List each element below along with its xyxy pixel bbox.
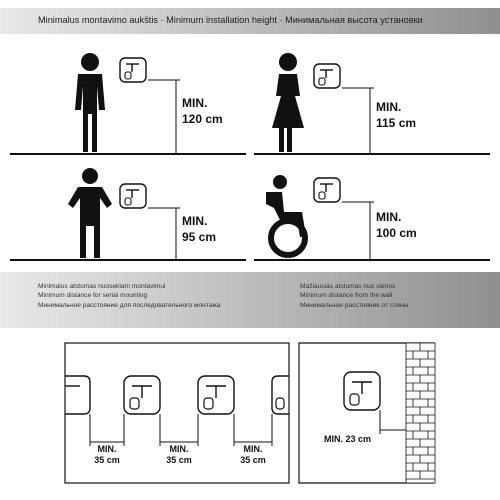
height-cell-wheelchair	[252, 160, 492, 270]
gap-label	[159, 444, 199, 466]
caption-line: Минимальное расстояние от стены	[300, 301, 409, 309]
gap-value: 35 cm	[240, 455, 266, 465]
caption-line: Minimum distance from the wall	[300, 292, 393, 300]
header-band	[0, 8, 500, 34]
serial-distance-caption	[38, 282, 220, 310]
height-dimension-line	[252, 160, 492, 270]
brick-wall-icon	[406, 343, 435, 483]
gap-value: 35 cm	[166, 455, 192, 465]
gap-min: MIN.	[169, 444, 189, 454]
caption-line: Mažiausias atstumas nuo sienos	[300, 283, 396, 290]
gap-label	[233, 444, 273, 466]
gap-min: MIN.	[243, 444, 263, 454]
height-dimension-line	[8, 160, 248, 270]
wall-distance-drawing	[298, 342, 436, 484]
height-value: 115 cm	[376, 116, 417, 130]
height-value: 95 cm	[182, 230, 217, 244]
caption-line: Minimalus atstumas nuoseklam montavimui	[38, 283, 166, 290]
min-label: MIN.	[376, 100, 402, 114]
height-dimension-line	[8, 48, 248, 158]
height-cell-child	[8, 160, 248, 270]
min-label: MIN.	[376, 210, 402, 224]
wall-distance-label: MIN. 23 cm	[324, 434, 372, 444]
page-title: Minimalus montavimo aukštis · Minimum installation height · Минимальная высота установки	[38, 15, 423, 25]
wall-distance-diagram	[298, 342, 436, 484]
height-cell-woman	[252, 48, 492, 158]
caption-line: Minimum distance for serial mounting	[38, 292, 148, 300]
hand-dryer-icon	[198, 376, 234, 414]
caption-line: Минимальное расстояние для последовательного монтажа	[38, 301, 221, 309]
gap-min: MIN.	[97, 444, 117, 454]
height-value: 120 cm	[182, 112, 223, 126]
hand-dryer-icon	[344, 372, 380, 410]
serial-mounting-diagram	[64, 342, 290, 484]
distances-band	[0, 272, 500, 328]
height-value: 100 cm	[376, 226, 417, 240]
min-label: MIN.	[182, 96, 208, 110]
gap-value: 35 cm	[94, 455, 120, 465]
wall-distance-caption	[300, 282, 408, 310]
height-dimension-line	[252, 48, 492, 158]
height-cell-man	[8, 48, 248, 158]
hand-dryer-icon	[124, 376, 160, 414]
min-label: MIN.	[182, 214, 208, 228]
gap-label	[87, 444, 127, 466]
